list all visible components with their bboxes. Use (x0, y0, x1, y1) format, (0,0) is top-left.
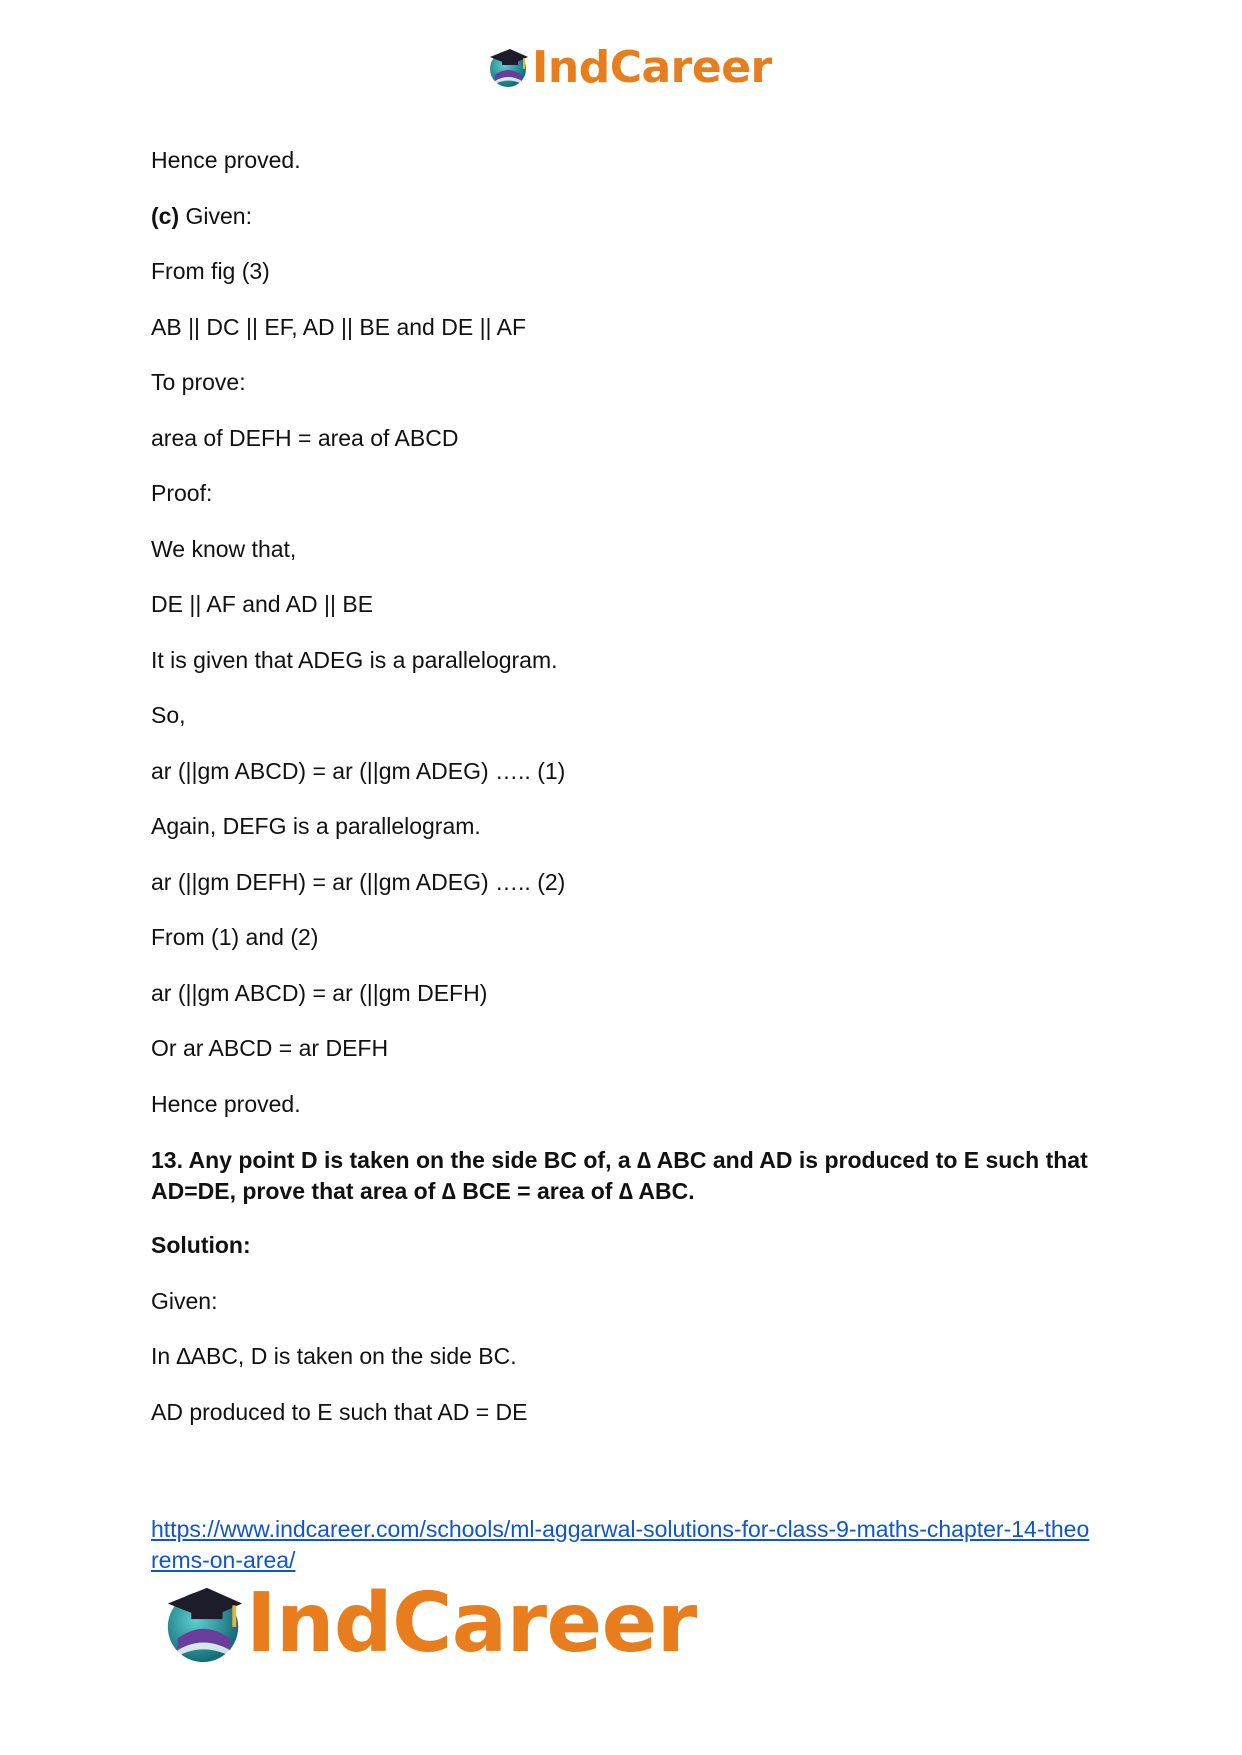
text-line: area of DEFH = area of ABCD (151, 424, 459, 451)
text-line: So, (151, 702, 186, 728)
text-line: DE || AF and AD || BE (151, 591, 374, 617)
source-link[interactable]: https://www.indcareer.com/schools/ml-aggarwal-solutions-for-class-9-maths-chapter-14-theorems-on-area/ (151, 1516, 1090, 1573)
part-label: (c) (151, 202, 180, 229)
text-line: Proof: (151, 480, 213, 506)
header-logo (486, 42, 772, 92)
footer-logo (160, 1575, 697, 1671)
text-line: It is given that ADEG is a parallelogram. (151, 646, 558, 673)
text-line: Again, DEFG is a parallelogram. (151, 813, 481, 839)
document-body (151, 146, 1091, 1453)
solution-line: Given: (151, 1287, 218, 1314)
header-logo-text: IndCareer (532, 41, 772, 93)
text-line: We know that, (151, 535, 297, 562)
solution-label (151, 1231, 1091, 1259)
text-line: Hence proved. (151, 1090, 301, 1117)
text-line: Given: (185, 202, 252, 229)
solution-line: AD produced to E such that AD = DE (151, 1398, 528, 1425)
text-line: ar (||gm ABCD) = ar (||gm DEFH) (151, 979, 488, 1006)
footer-logo-text: IndCareer (246, 1575, 697, 1671)
text-line: ar (||gm ABCD) = ar (||gm ADEG) ….. (1) (151, 757, 566, 784)
text-line: Hence proved. (151, 147, 301, 173)
text-line: Or ar ABCD = ar DEFH (151, 1035, 389, 1061)
text-line: AB || DC || EF, AD || BE and DE || AF (151, 313, 527, 340)
graduation-globe-icon (160, 1580, 246, 1666)
text-line: To prove: (151, 369, 246, 395)
graduation-globe-icon (486, 45, 530, 89)
text-line: ar (||gm DEFH) = ar (||gm ADEG) ….. (2) (151, 868, 566, 895)
question-13: 13. Any point D is taken on the side BC of, a ∆ ABC and AD is produced to E such that AD=DE, prove that area of ∆ BCE = area of ∆ ABC. (151, 1147, 1088, 1204)
part-c-given (151, 202, 1091, 230)
solution-line: In ∆ABC, D is taken on the side BC. (151, 1343, 517, 1369)
solution-label-text: Solution: (151, 1232, 251, 1258)
text-line: From fig (3) (151, 258, 270, 284)
text-line: From (1) and (2) (151, 924, 319, 950)
